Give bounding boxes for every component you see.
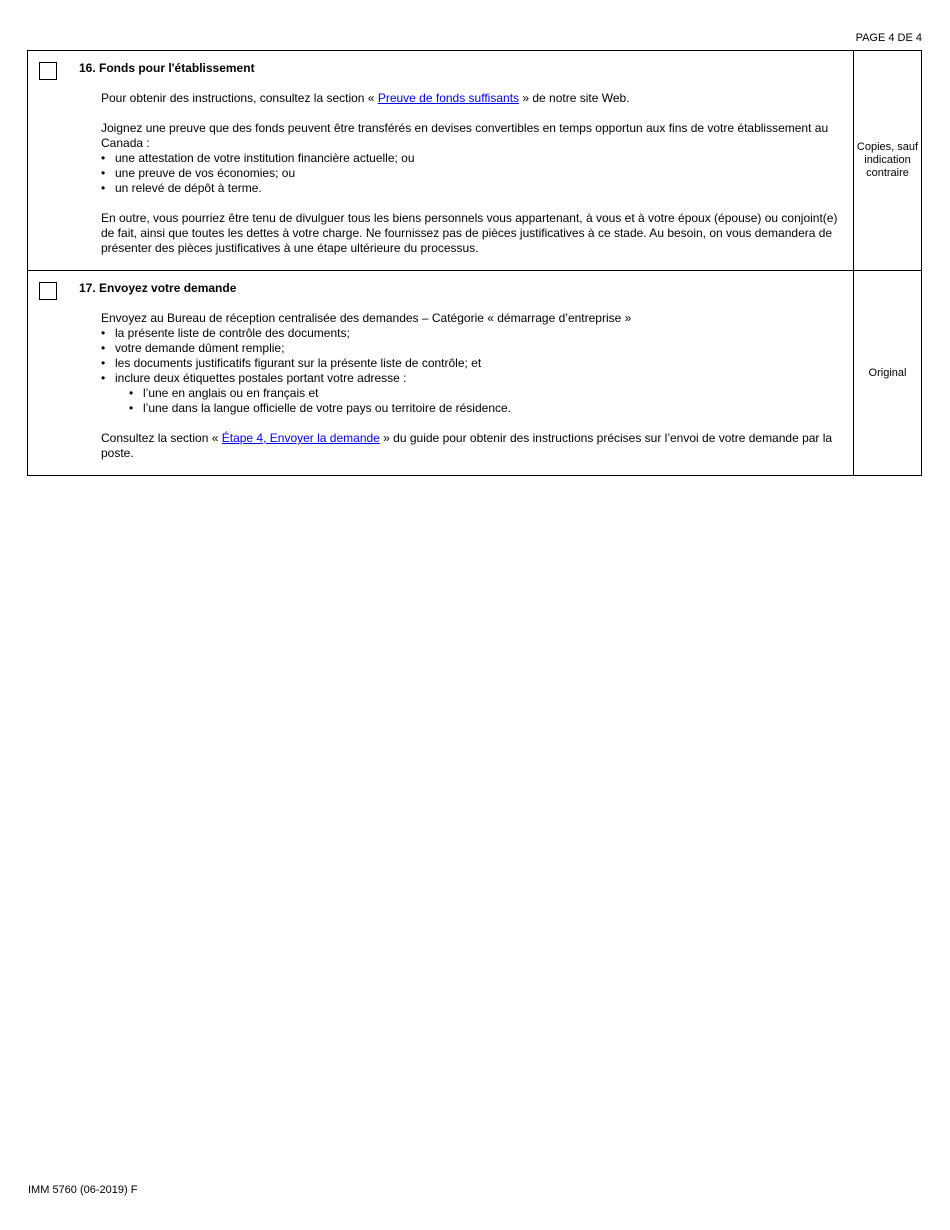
item-body: [101, 91, 843, 256]
settlement-funds-checkbox[interactable]: [39, 62, 57, 80]
list-item: • une attestation de votre institution financière actuelle; ou: [101, 151, 843, 166]
guide-text-suffix: » du guide pour obtenir des instructions précises sur l’envoi de votre demande par la poste.: [101, 431, 833, 460]
proof-intro-text: Joignez une preuve que des fonds peuvent être transférés en devises convertibles en temps opportun aux fins de votre établissement au Canada :: [101, 121, 829, 150]
form-identifier: IMM 5760 (06-2019) F: [28, 1184, 138, 1196]
proof-bullet-list: [101, 151, 843, 196]
mailing-labels-sub-list: [101, 386, 843, 416]
requirement-cell: [854, 271, 921, 475]
checklist-row-send-application: [28, 270, 921, 475]
list-item: • inclure deux étiquettes postales portant votre adresse :: [101, 371, 843, 386]
proof-of-funds-link[interactable]: Preuve de fonds suffisants: [377, 91, 520, 105]
step-4-send-application-link[interactable]: Étape 4, Envoyer la demande: [221, 431, 380, 445]
proof-paragraph: [101, 121, 843, 196]
requirement-text: Original: [868, 366, 907, 379]
list-item: • votre demande dûment remplie;: [101, 341, 843, 356]
send-bullet-list: [101, 326, 843, 386]
list-item: • une preuve de vos économies; ou: [101, 166, 843, 181]
send-paragraph: [101, 311, 843, 416]
list-item: • un relevé de dépôt à terme.: [101, 181, 843, 196]
item-title: 17. Envoyez votre demande: [79, 281, 237, 295]
guide-paragraph: [101, 431, 843, 461]
guide-text-prefix: Consultez la section «: [101, 431, 222, 445]
item-body: [101, 311, 843, 461]
checklist-row-content: [28, 51, 854, 270]
instructions-text-prefix: Pour obtenir des instructions, consultez la section «: [101, 91, 378, 105]
list-item: • les documents justificatifs figurant sur la présente liste de contrôle; et: [101, 356, 843, 371]
instructions-text-suffix: » de notre site Web.: [519, 91, 630, 105]
list-item: • l’une dans la langue officielle de votre pays ou territoire de résidence.: [129, 401, 843, 416]
requirement-cell: [854, 51, 921, 270]
checklist-row-settlement-funds: [28, 51, 921, 270]
disclosure-paragraph: En outre, vous pourriez être tenu de divulguer tous les biens personnels vous appartenant, à vous et à votre époux (épouse) ou conjoint(e) de fait, ainsi que toutes les dettes à votre charge. Ne fournissez pas de pièces justificatives à ce stade. Au besoin, on vous demandera de présenter des pièces justificatives à une étape ultérieure du processus.: [101, 211, 838, 255]
list-item: • l’une en anglais ou en français et: [129, 386, 843, 401]
requirement-text: Copies, sauf indication contraire: [856, 141, 919, 179]
send-application-checkbox[interactable]: [39, 282, 57, 300]
checklist-row-content: [28, 271, 854, 475]
page-number: PAGE 4 DE 4: [855, 32, 922, 44]
list-item: • la présente liste de contrôle des documents;: [101, 326, 843, 341]
item-title: 16. Fonds pour l'établissement: [79, 61, 255, 75]
document-checklist: [27, 50, 922, 476]
send-intro-text: Envoyez au Bureau de réception centralisée des demandes – Catégorie « démarrage d’entreprise »: [101, 311, 632, 325]
instructions-paragraph: [101, 91, 843, 106]
